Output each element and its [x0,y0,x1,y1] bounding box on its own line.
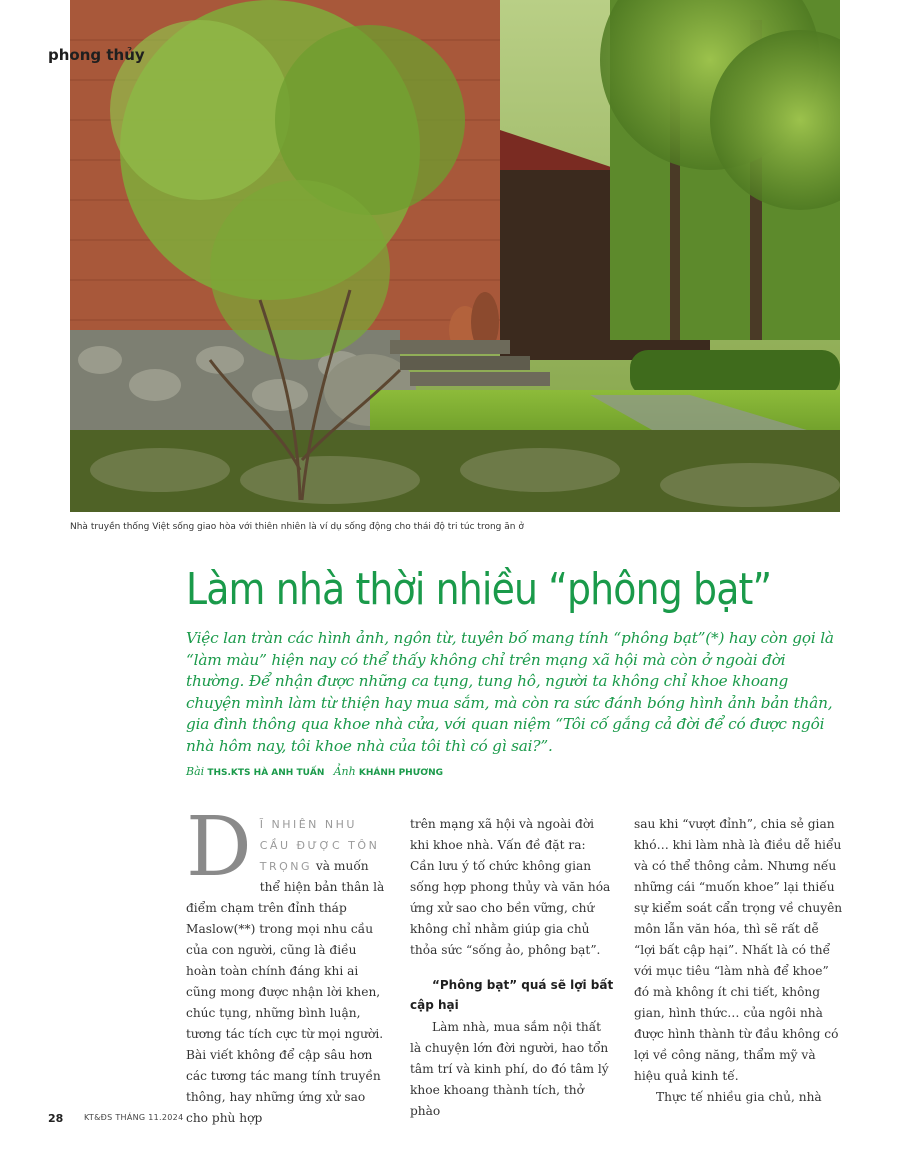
opening-smallcaps: Ĩ NHIÊN NHU CẦU ĐƯỢC TÔN TRỌNG [259,818,380,873]
body-column-3 [634,814,844,1108]
drop-cap: D [186,800,252,895]
garden-house-photo [70,0,840,512]
author-name: THS.KTS HÀ ANH TUẤN [207,768,325,778]
byline [186,765,449,778]
subheading: “Phông bạt” quá sẽ lợi bất cập hại [410,978,614,1012]
body-column-1 [186,800,390,1129]
section-label: phong thủy [48,46,145,64]
article-title: Làm nhà thời nhiều “phông bạt” [186,564,772,615]
photo-credit-label: Ảnh [333,765,356,778]
body-paragraph: Thực tế nhiều gia chủ, nhà [656,1090,822,1104]
body-column-2 [410,814,614,1122]
body-paragraph: trên mạng xã hội và ngoài đời khi khoe nhà. Vấn đề đặt ra: Cần lưu ý tố chức không gian sống hợp phong thủy và văn hóa ứng xử sao cho bền vững, chứ không chỉ nhằm giúp gia chủ thỏa sức “sống ảo, phông bạt”. [410,817,611,957]
issue-label: KT&ĐS THÁNG 11.2024 [84,1113,184,1122]
body-paragraph: sau khi “vượt đỉnh”, chia sẻ gian khó… khi làm nhà là điều dễ hiểu và có thể thông cảm. Nhưng nếu những cái “muốn khoe” lại thiếu sự kiểm soát cẩn trọng về chuyên môn lẫn văn hóa, thì sẽ rất dễ “lợi bất cập hại”. Nhất là có thể với mục tiêu “làm nhà để khoe” đó mà không ít chi tiết, không gian, hình thức… của ngôi nhà được hình thành từ đầu không có lợi về công năng, thẩm mỹ và hiệu quả kinh tế. [634,817,843,1083]
photo-caption: Nhà truyền thống Việt sống giao hòa với thiên nhiên là ví dụ sống động cho thái độ tri túc trong ăn ở [70,522,524,532]
body-paragraph: và muốn thể hiện bản thân là điểm chạm trên đỉnh tháp Maslow(**) trong mọi nhu cầu của con người, cũng là điều hoàn toàn chính đáng khi ai cũng mong được nhận lời khen, chúc tụng, những bình luận, tương tác tích cực từ mọi người. Bài viết không để cập sâu hơn các tương tác mang tính truyền thông, hay những ứng xử sao cho phù hợp [186,859,385,1125]
author-label: Bài [186,765,205,778]
body-paragraph: Làm nhà, mua sắm nội thất là chuyện lớn đời người, hao tổn tâm trí và kinh phí, do đó tâm lý khoe khoang thành tích, thở phào [410,1020,609,1118]
article-photo [70,0,840,512]
page-number: 28 [48,1112,64,1125]
article-lead: Việc lan tràn các hình ảnh, ngôn từ, tuyên bố mang tính “phông bạt”(*) hay còn gọi là “làm màu” hiện nay có thể thấy không chỉ trên mạng xã hội mà còn ở ngoài đời thường. Để nhận được những ca tụng, tung hô, người ta không chỉ khoe khoang chuyện mình làm từ thiện hay mua sắm, mà còn ra sức đánh bóng hình ảnh bản thân, gia đình thông qua khoe nhà cửa, với quan niệm “Tôi cố gắng cả đời để có được ngôi nhà hôm nay, tôi khoe nhà của tôi thì có gì sai?”. [186,629,834,755]
photographer-name: KHÁNH PHƯƠNG [358,768,444,778]
